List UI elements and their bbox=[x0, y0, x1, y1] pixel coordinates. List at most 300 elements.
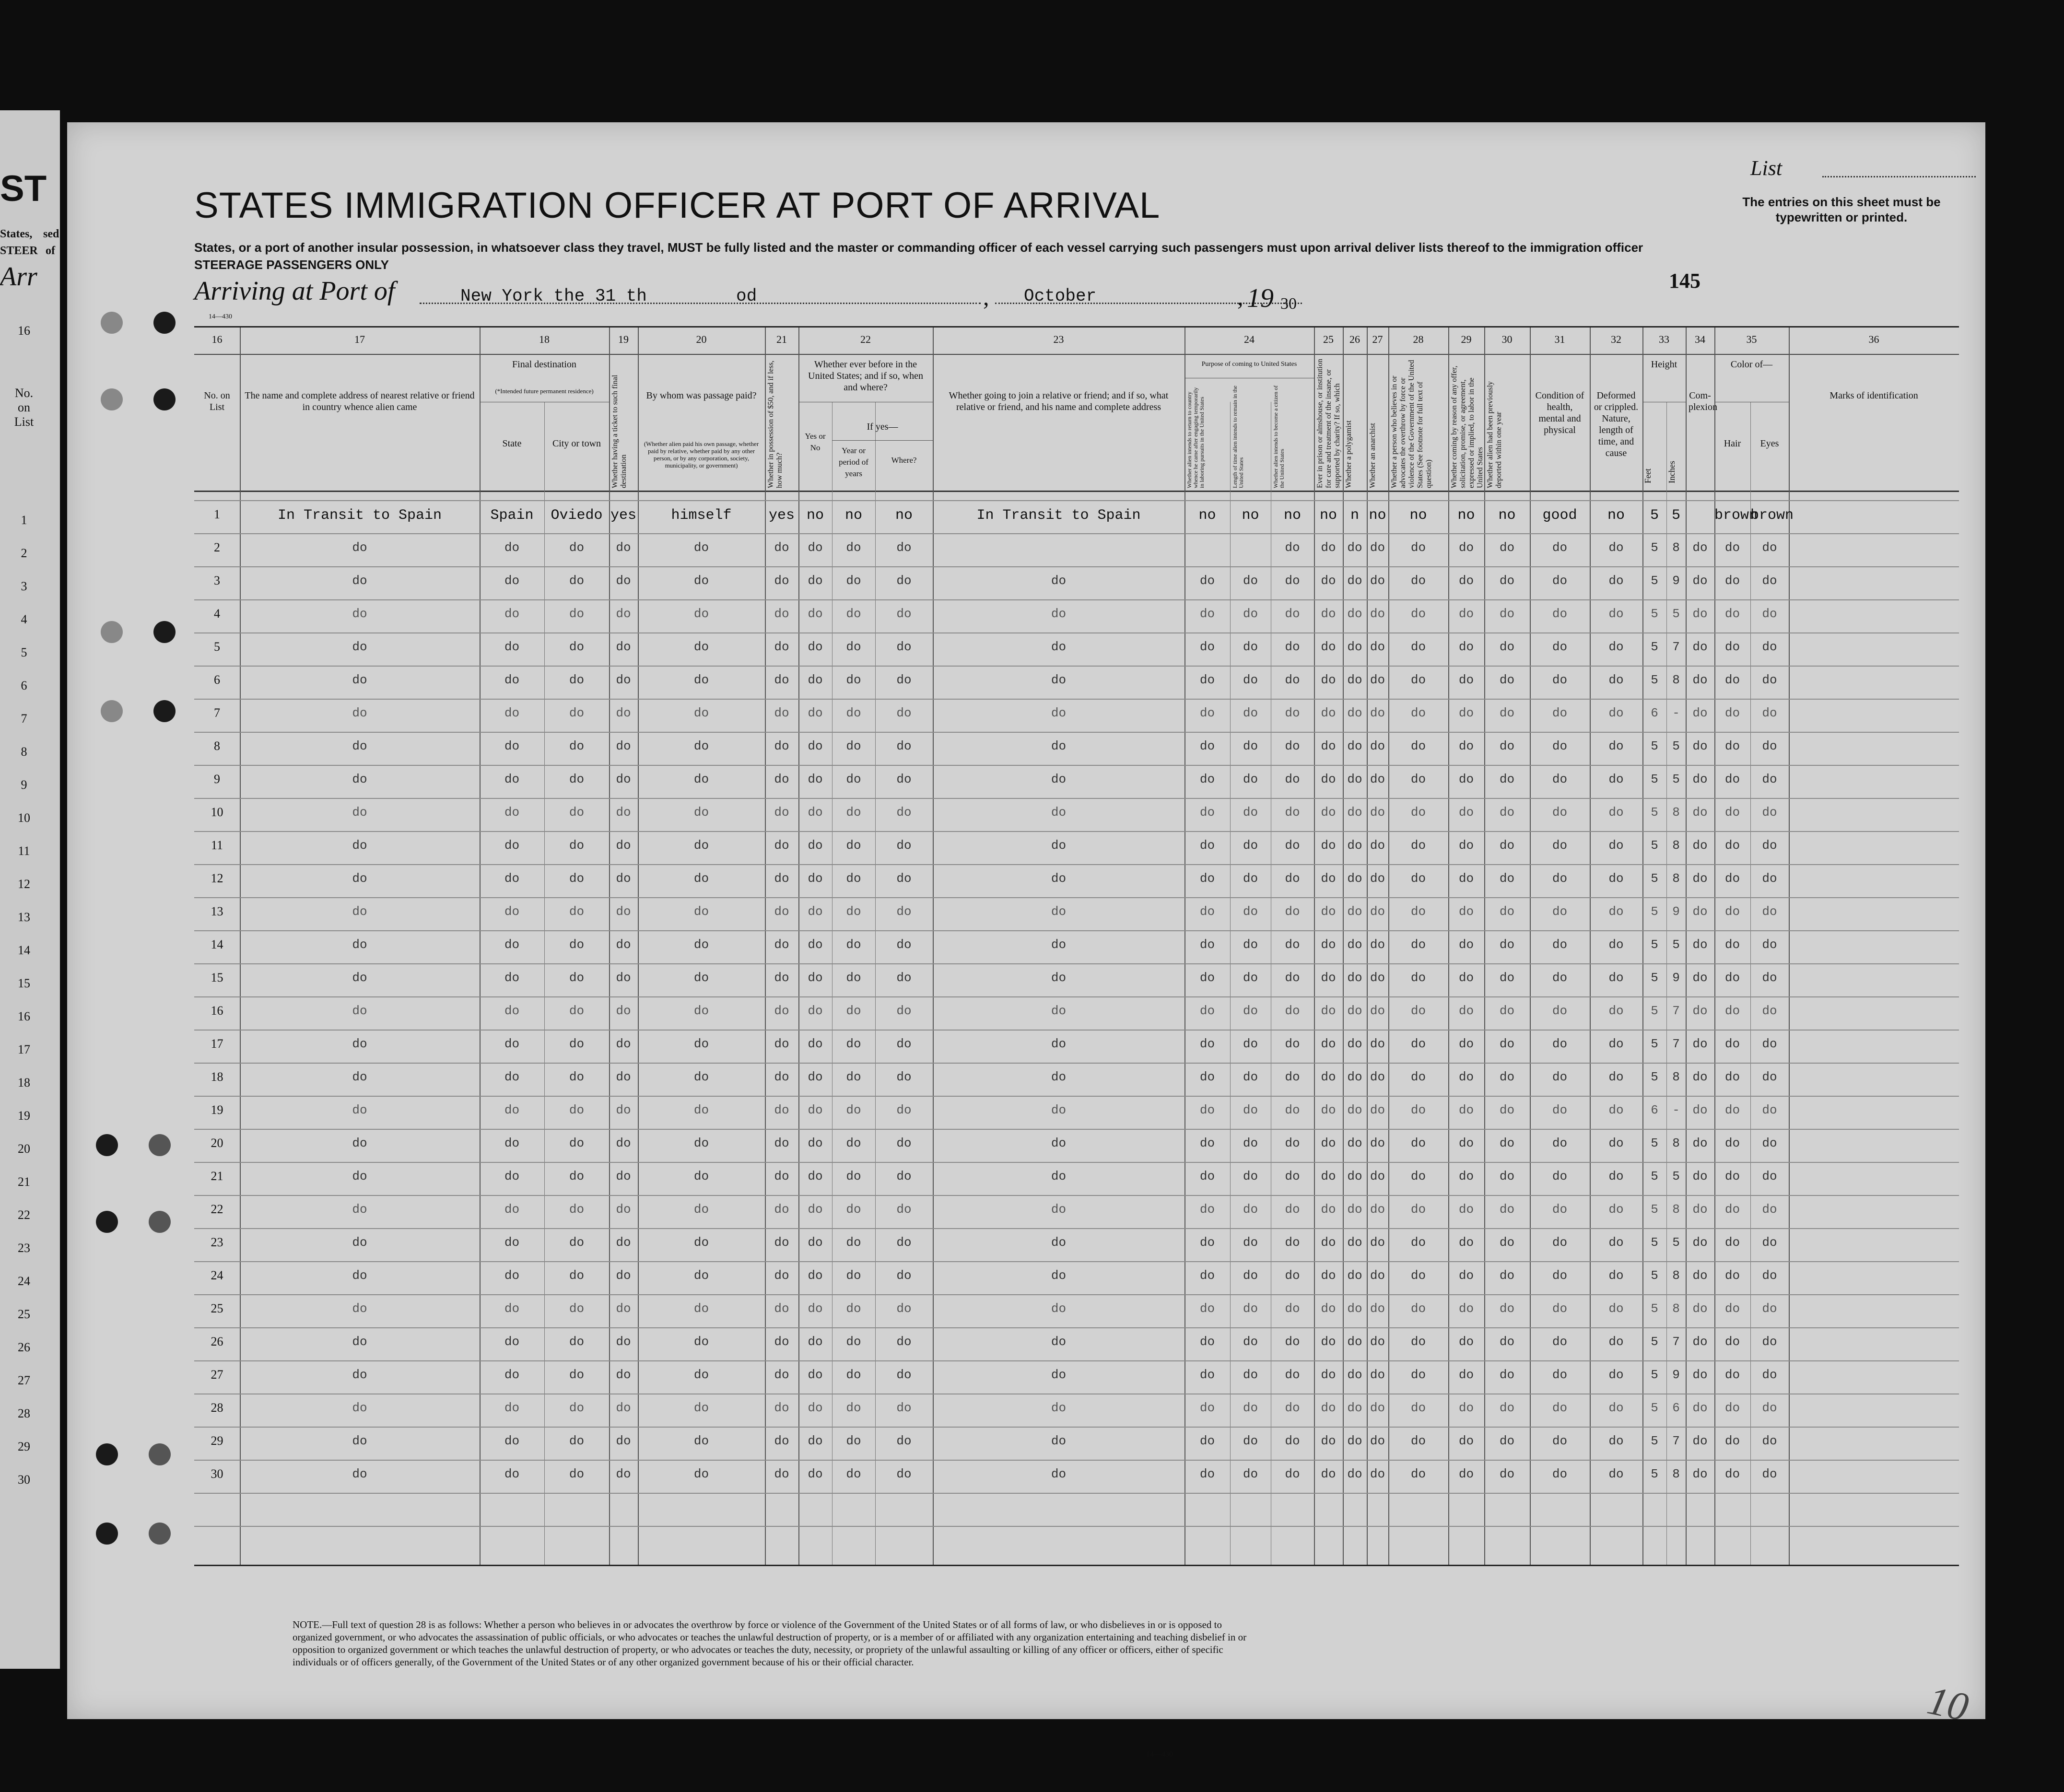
cell-hair: do bbox=[1724, 1136, 1740, 1150]
cell-paid: do bbox=[693, 640, 709, 654]
cell-labor: do bbox=[1458, 640, 1474, 654]
column-subheader: Eyes bbox=[1760, 438, 1779, 449]
cell-where: do bbox=[896, 805, 912, 820]
cell-money: do bbox=[774, 1169, 789, 1183]
cell-state: do bbox=[504, 1103, 520, 1117]
cell-labor: do bbox=[1458, 673, 1474, 687]
cell-money: do bbox=[774, 1235, 789, 1250]
row-divider bbox=[194, 1261, 1959, 1262]
cell-feet: 5 bbox=[1651, 739, 1658, 753]
cell-ticket: do bbox=[616, 937, 631, 952]
cell-hair: do bbox=[1724, 1268, 1740, 1283]
cell-state: do bbox=[504, 838, 520, 853]
column-number: 35 bbox=[1746, 333, 1757, 345]
cell-where: do bbox=[896, 1004, 912, 1018]
cell-years: do bbox=[846, 838, 861, 853]
row-number: 26 bbox=[211, 1335, 223, 1348]
cell-overthrow: do bbox=[1410, 871, 1426, 886]
cell-feet: 5 bbox=[1650, 507, 1659, 524]
cell-health: do bbox=[1552, 904, 1568, 919]
cell-years: do bbox=[846, 1434, 861, 1448]
cell-state: do bbox=[504, 1004, 520, 1018]
cell-feet: 5 bbox=[1651, 574, 1658, 588]
cell-feet: 6 bbox=[1651, 1103, 1658, 1117]
cell-where: do bbox=[896, 673, 912, 687]
cell-paid: do bbox=[693, 1136, 709, 1150]
cell-inches: 7 bbox=[1672, 640, 1680, 654]
cell-length: do bbox=[1243, 971, 1258, 985]
cell-years: do bbox=[846, 1202, 861, 1217]
column-subheader: Length of time alien intends to remain in the United States bbox=[1231, 386, 1244, 488]
cell-hair: do bbox=[1724, 1004, 1740, 1018]
cell-health: do bbox=[1552, 1235, 1568, 1250]
cell-anarch: do bbox=[1370, 640, 1385, 654]
left-page-edge bbox=[0, 110, 60, 1669]
column-header: Whether having a ticket to such final destination bbox=[611, 375, 628, 488]
cell-return: do bbox=[1199, 1136, 1215, 1150]
cell-feet: 5 bbox=[1651, 640, 1658, 654]
cell-state: do bbox=[504, 1202, 520, 1217]
cell-length: do bbox=[1243, 1136, 1258, 1150]
cell-health: do bbox=[1552, 1202, 1568, 1217]
cell-length: do bbox=[1243, 904, 1258, 919]
cell-anarch: do bbox=[1370, 673, 1385, 687]
cell-inches: 5 bbox=[1672, 937, 1680, 952]
cell-where: do bbox=[896, 904, 912, 919]
cell-anarch: do bbox=[1370, 1401, 1385, 1415]
row-divider bbox=[194, 1096, 1959, 1097]
cell-join: do bbox=[1051, 1169, 1067, 1183]
cell-join: do bbox=[1051, 574, 1067, 588]
cell-money: do bbox=[774, 1070, 789, 1084]
cell-inches: 7 bbox=[1672, 1335, 1680, 1349]
cell-inches: - bbox=[1672, 1103, 1680, 1117]
cell-eyes: do bbox=[1762, 1004, 1777, 1018]
cell-ticket: do bbox=[616, 1103, 631, 1117]
cell-relative: do bbox=[352, 640, 367, 654]
cell-return: do bbox=[1199, 838, 1215, 853]
cell-deformed: do bbox=[1608, 739, 1624, 753]
cell-labor: no bbox=[1457, 507, 1475, 524]
cell-paid: do bbox=[693, 971, 709, 985]
row-number: 17 bbox=[211, 1037, 223, 1051]
cell-overthrow: do bbox=[1410, 540, 1426, 555]
left-page-row-number: 29 bbox=[18, 1440, 30, 1453]
cell-relative: do bbox=[352, 1301, 367, 1316]
cell-state: do bbox=[504, 1037, 520, 1051]
cell-polyg: do bbox=[1347, 1004, 1362, 1018]
left-page-heading-2: States, bbox=[0, 228, 33, 240]
cell-anarch: do bbox=[1370, 574, 1385, 588]
column-header: The name and complete address of nearest relative or friend in country whence alien came bbox=[245, 390, 475, 412]
cell-money: do bbox=[774, 1004, 789, 1018]
cell-years: do bbox=[846, 1467, 861, 1481]
cell-where: do bbox=[896, 1202, 912, 1217]
cell-money: do bbox=[774, 1268, 789, 1283]
cell-deformed: do bbox=[1608, 1268, 1624, 1283]
row-number: 9 bbox=[214, 772, 220, 786]
cell-state: do bbox=[504, 1301, 520, 1316]
cell-anarch: do bbox=[1370, 1136, 1385, 1150]
cell-where: do bbox=[896, 1401, 912, 1415]
cell-deformed: do bbox=[1608, 1301, 1624, 1316]
manifest-sheet bbox=[67, 122, 1985, 1758]
cell-citizen: do bbox=[1285, 1434, 1300, 1448]
cell-join: do bbox=[1051, 1335, 1067, 1349]
cell-labor: do bbox=[1458, 1037, 1474, 1051]
cell-feet: 5 bbox=[1651, 1401, 1658, 1415]
column-subheader: Feet bbox=[1643, 468, 1653, 483]
cell-city: do bbox=[569, 772, 585, 786]
left-page-row-number: 8 bbox=[21, 745, 27, 759]
cell-years: do bbox=[846, 971, 861, 985]
cell-health: do bbox=[1552, 1401, 1568, 1415]
cell-ticket: do bbox=[616, 772, 631, 786]
cell-citizen: do bbox=[1285, 739, 1300, 753]
cell-join: do bbox=[1051, 1037, 1067, 1051]
cell-years: do bbox=[846, 1235, 861, 1250]
cell-before: do bbox=[808, 1301, 823, 1316]
cell-return: do bbox=[1199, 1368, 1215, 1382]
cell-labor: do bbox=[1458, 1235, 1474, 1250]
header-bottom-divider bbox=[194, 491, 1959, 492]
cell-paid: do bbox=[693, 1070, 709, 1084]
cell-anarch: do bbox=[1370, 1368, 1385, 1382]
cell-citizen: do bbox=[1285, 706, 1300, 720]
cell-health: do bbox=[1552, 1434, 1568, 1448]
cell-ticket: do bbox=[616, 640, 631, 654]
cell-length: do bbox=[1243, 1070, 1258, 1084]
column-header: Final destination bbox=[512, 359, 576, 370]
left-page-heading-1: ST bbox=[0, 168, 47, 209]
cell-join: do bbox=[1051, 739, 1067, 753]
cell-citizen: do bbox=[1285, 607, 1300, 621]
cell-complexion: do bbox=[1692, 540, 1708, 555]
cell-return: do bbox=[1199, 607, 1215, 621]
cell-state: do bbox=[504, 1235, 520, 1250]
column-number: 19 bbox=[618, 333, 629, 345]
cell-anarch: do bbox=[1370, 1301, 1385, 1316]
cell-overthrow: do bbox=[1410, 1037, 1426, 1051]
cell-feet: 5 bbox=[1651, 772, 1658, 786]
cell-deported: do bbox=[1499, 1004, 1515, 1018]
column-header: No. on List bbox=[204, 390, 230, 412]
cell-polyg: do bbox=[1347, 673, 1362, 687]
left-page-row-number: 30 bbox=[18, 1473, 30, 1487]
row-divider bbox=[194, 930, 1959, 931]
cell-deformed: do bbox=[1608, 1434, 1624, 1448]
cell-deformed: do bbox=[1608, 1335, 1624, 1349]
cell-prison: do bbox=[1321, 706, 1336, 720]
cell-city: do bbox=[569, 706, 585, 720]
cell-eyes: do bbox=[1762, 706, 1777, 720]
cell-relative: do bbox=[352, 772, 367, 786]
cell-inches: 5 bbox=[1672, 739, 1680, 753]
cell-money: do bbox=[774, 640, 789, 654]
cell-anarch: do bbox=[1370, 1467, 1385, 1481]
cell-polyg: do bbox=[1347, 1301, 1362, 1316]
column-number: 29 bbox=[1461, 333, 1472, 345]
cell-polyg: do bbox=[1347, 1235, 1362, 1250]
cell-inches: 5 bbox=[1672, 607, 1680, 621]
cell-health: do bbox=[1552, 673, 1568, 687]
row-number: 3 bbox=[214, 574, 220, 587]
column-number: 24 bbox=[1244, 333, 1255, 345]
cell-eyes: do bbox=[1762, 640, 1777, 654]
cell-eyes: do bbox=[1762, 1467, 1777, 1481]
column-header: Purpose of coming to United States bbox=[1201, 361, 1297, 368]
cell-complexion: do bbox=[1692, 838, 1708, 853]
column-header: By whom was passage paid? bbox=[646, 390, 757, 401]
cell-length: do bbox=[1243, 640, 1258, 654]
cell-ticket: do bbox=[616, 1136, 631, 1150]
column-number: 30 bbox=[1501, 333, 1513, 345]
cell-relative: do bbox=[352, 904, 367, 919]
cell-anarch: do bbox=[1370, 607, 1385, 621]
cell-ticket: do bbox=[616, 739, 631, 753]
cell-citizen: do bbox=[1285, 904, 1300, 919]
cell-join: do bbox=[1051, 706, 1067, 720]
cell-deported: do bbox=[1499, 673, 1515, 687]
cell-prison: do bbox=[1321, 1268, 1336, 1283]
form-code-bottom: 14—430 bbox=[1146, 1750, 1173, 1758]
cell-state: do bbox=[504, 1268, 520, 1283]
cell-return: do bbox=[1199, 805, 1215, 820]
cell-health: do bbox=[1552, 838, 1568, 853]
cell-feet: 5 bbox=[1651, 1004, 1658, 1018]
cell-length: do bbox=[1243, 607, 1258, 621]
column-subheader: State bbox=[502, 438, 522, 449]
cell-city: do bbox=[569, 1037, 585, 1051]
cell-labor: do bbox=[1458, 739, 1474, 753]
cell-state: do bbox=[504, 871, 520, 886]
cell-before: do bbox=[808, 805, 823, 820]
cell-prison: do bbox=[1321, 1004, 1336, 1018]
cell-eyes: do bbox=[1762, 1401, 1777, 1415]
left-page-row-number: 17 bbox=[18, 1042, 30, 1056]
left-page-arrive-fragment: Arr bbox=[0, 262, 37, 292]
cell-eyes: do bbox=[1762, 1235, 1777, 1250]
cell-city: do bbox=[569, 838, 585, 853]
cell-state: do bbox=[504, 1070, 520, 1084]
cell-eyes: do bbox=[1762, 1103, 1777, 1117]
row-number: 21 bbox=[211, 1169, 223, 1183]
cell-city: do bbox=[569, 574, 585, 588]
cell-relative: do bbox=[352, 673, 367, 687]
cell-city: do bbox=[569, 904, 585, 919]
cell-length: do bbox=[1243, 937, 1258, 952]
cell-join: do bbox=[1051, 1202, 1067, 1217]
cell-polyg: do bbox=[1347, 1070, 1362, 1084]
cell-city: do bbox=[569, 1434, 585, 1448]
cell-deported: do bbox=[1499, 1401, 1515, 1415]
cell-anarch: do bbox=[1370, 1235, 1385, 1250]
cell-inches: 9 bbox=[1672, 904, 1680, 919]
cell-eyes: do bbox=[1762, 607, 1777, 621]
cell-before: do bbox=[808, 1136, 823, 1150]
cell-ticket: yes bbox=[610, 507, 636, 524]
binder-hole bbox=[153, 312, 176, 334]
cell-polyg: n bbox=[1350, 507, 1359, 524]
cell-state: do bbox=[504, 904, 520, 919]
cell-complexion: do bbox=[1692, 1368, 1708, 1382]
column-number: 28 bbox=[1413, 333, 1424, 345]
cell-anarch: do bbox=[1370, 805, 1385, 820]
cell-hair: do bbox=[1724, 971, 1740, 985]
column-header: Marks of identification bbox=[1829, 390, 1918, 401]
cell-city: do bbox=[569, 871, 585, 886]
cell-eyes: do bbox=[1762, 673, 1777, 687]
cell-before: do bbox=[808, 1235, 823, 1250]
cell-join: do bbox=[1051, 1268, 1067, 1283]
cell-complexion: do bbox=[1692, 1103, 1708, 1117]
cell-overthrow: do bbox=[1410, 1169, 1426, 1183]
page-title: STATES IMMIGRATION OFFICER AT PORT OF ARRIVAL bbox=[194, 185, 1161, 226]
cell-years: do bbox=[846, 1268, 861, 1283]
cell-feet: 5 bbox=[1651, 904, 1658, 919]
cell-return: do bbox=[1199, 706, 1215, 720]
row-divider bbox=[194, 699, 1959, 700]
cell-length: do bbox=[1243, 574, 1258, 588]
cell-ticket: do bbox=[616, 540, 631, 555]
left-page-row-number: 4 bbox=[21, 612, 27, 626]
cell-hair: do bbox=[1724, 937, 1740, 952]
cell-paid: do bbox=[693, 1103, 709, 1117]
cell-where: do bbox=[896, 1037, 912, 1051]
cell-money: do bbox=[774, 1136, 789, 1150]
cell-money: do bbox=[774, 1301, 789, 1316]
cell-return: do bbox=[1199, 1467, 1215, 1481]
cell-labor: do bbox=[1458, 1136, 1474, 1150]
row-divider bbox=[194, 666, 1959, 667]
binder-hole bbox=[153, 700, 176, 722]
cell-prison: do bbox=[1321, 1202, 1336, 1217]
cell-paid: do bbox=[693, 673, 709, 687]
cell-polyg: do bbox=[1347, 574, 1362, 588]
cell-eyes: do bbox=[1762, 904, 1777, 919]
cell-anarch: do bbox=[1370, 904, 1385, 919]
cell-years: do bbox=[846, 1335, 861, 1349]
cell-overthrow: do bbox=[1410, 1434, 1426, 1448]
cell-paid: do bbox=[693, 1268, 709, 1283]
cell-join: do bbox=[1051, 1368, 1067, 1382]
cell-citizen: do bbox=[1285, 673, 1300, 687]
cell-city: do bbox=[569, 607, 585, 621]
cell-length: do bbox=[1243, 1202, 1258, 1217]
cell-hair: do bbox=[1724, 673, 1740, 687]
cell-before: do bbox=[808, 1268, 823, 1283]
cell-labor: do bbox=[1458, 1169, 1474, 1183]
cell-prison: do bbox=[1321, 1368, 1336, 1382]
cell-health: do bbox=[1552, 640, 1568, 654]
column-subheader: Where? bbox=[891, 456, 917, 465]
left-page-row-number: 23 bbox=[18, 1241, 30, 1255]
cell-money: do bbox=[774, 574, 789, 588]
cell-paid: do bbox=[693, 904, 709, 919]
cell-length: do bbox=[1243, 1368, 1258, 1382]
cell-overthrow: do bbox=[1410, 937, 1426, 952]
cell-inches: 8 bbox=[1672, 871, 1680, 886]
cell-ticket: do bbox=[616, 574, 631, 588]
cell-hair: do bbox=[1724, 1401, 1740, 1415]
row-divider bbox=[194, 1327, 1959, 1328]
left-page-row-number: 10 bbox=[18, 811, 30, 825]
cell-eyes: do bbox=[1762, 1136, 1777, 1150]
cell-overthrow: do bbox=[1410, 1103, 1426, 1117]
left-page-row-number: 9 bbox=[21, 778, 27, 792]
list-number-line bbox=[1822, 176, 1976, 177]
left-page-row-number: 19 bbox=[18, 1109, 30, 1123]
cell-ticket: do bbox=[616, 607, 631, 621]
cell-relative: do bbox=[352, 971, 367, 985]
cell-labor: do bbox=[1458, 1301, 1474, 1316]
cell-deported: do bbox=[1499, 937, 1515, 952]
cell-join: do bbox=[1051, 1103, 1067, 1117]
cell-anarch: do bbox=[1370, 1335, 1385, 1349]
cell-join: do bbox=[1051, 971, 1067, 985]
column-number: 21 bbox=[776, 333, 787, 345]
cell-feet: 5 bbox=[1651, 1070, 1658, 1084]
cell-labor: do bbox=[1458, 540, 1474, 555]
cell-city: do bbox=[569, 1202, 585, 1217]
column-subheader: Yes or No bbox=[805, 432, 826, 452]
column-number: 16 bbox=[211, 333, 223, 345]
cell-city: do bbox=[569, 1335, 585, 1349]
cell-ticket: do bbox=[616, 706, 631, 720]
column-subheader: City or town bbox=[552, 438, 601, 449]
cell-where: do bbox=[896, 772, 912, 786]
subheader-divider bbox=[832, 440, 933, 441]
cell-where: no bbox=[895, 507, 913, 524]
cell-deformed: do bbox=[1608, 574, 1624, 588]
cell-deformed: do bbox=[1608, 838, 1624, 853]
cell-return: do bbox=[1199, 1070, 1215, 1084]
cell-labor: do bbox=[1458, 1202, 1474, 1217]
binder-hole bbox=[149, 1443, 171, 1465]
left-page-heading-4: sed bbox=[43, 228, 59, 240]
row-divider bbox=[194, 864, 1959, 865]
cell-return: do bbox=[1199, 904, 1215, 919]
cell-anarch: do bbox=[1370, 838, 1385, 853]
cell-overthrow: do bbox=[1410, 607, 1426, 621]
cell-prison: do bbox=[1321, 971, 1336, 985]
cell-eyes: do bbox=[1762, 1335, 1777, 1349]
page-number: 145 bbox=[1669, 269, 1700, 293]
column-subheader: Whether alien intends to return to country whence he came after engaging temporarily in laboring pursuits in the United States bbox=[1186, 387, 1205, 488]
cell-join: do bbox=[1051, 1004, 1067, 1018]
cell-deported: do bbox=[1499, 971, 1515, 985]
cell-overthrow: do bbox=[1410, 640, 1426, 654]
cell-length: do bbox=[1243, 1268, 1258, 1283]
cell-relative: do bbox=[352, 1070, 367, 1084]
cell-prison: do bbox=[1321, 1235, 1336, 1250]
cell-prison: do bbox=[1321, 1467, 1336, 1481]
row-number: 2 bbox=[214, 540, 220, 554]
row-number: 8 bbox=[214, 739, 220, 753]
cell-city: do bbox=[569, 1136, 585, 1150]
cell-relative: do bbox=[352, 1467, 367, 1481]
cell-inches: 5 bbox=[1672, 772, 1680, 786]
cell-feet: 5 bbox=[1651, 1467, 1658, 1481]
row-number: 22 bbox=[211, 1202, 223, 1216]
cell-eyes: do bbox=[1762, 1037, 1777, 1051]
cell-state: do bbox=[504, 1434, 520, 1448]
cell-prison: do bbox=[1321, 574, 1336, 588]
cell-ticket: do bbox=[616, 673, 631, 687]
cell-labor: do bbox=[1458, 706, 1474, 720]
cell-join: In Transit to Spain bbox=[976, 507, 1141, 524]
binder-hole bbox=[153, 621, 176, 643]
